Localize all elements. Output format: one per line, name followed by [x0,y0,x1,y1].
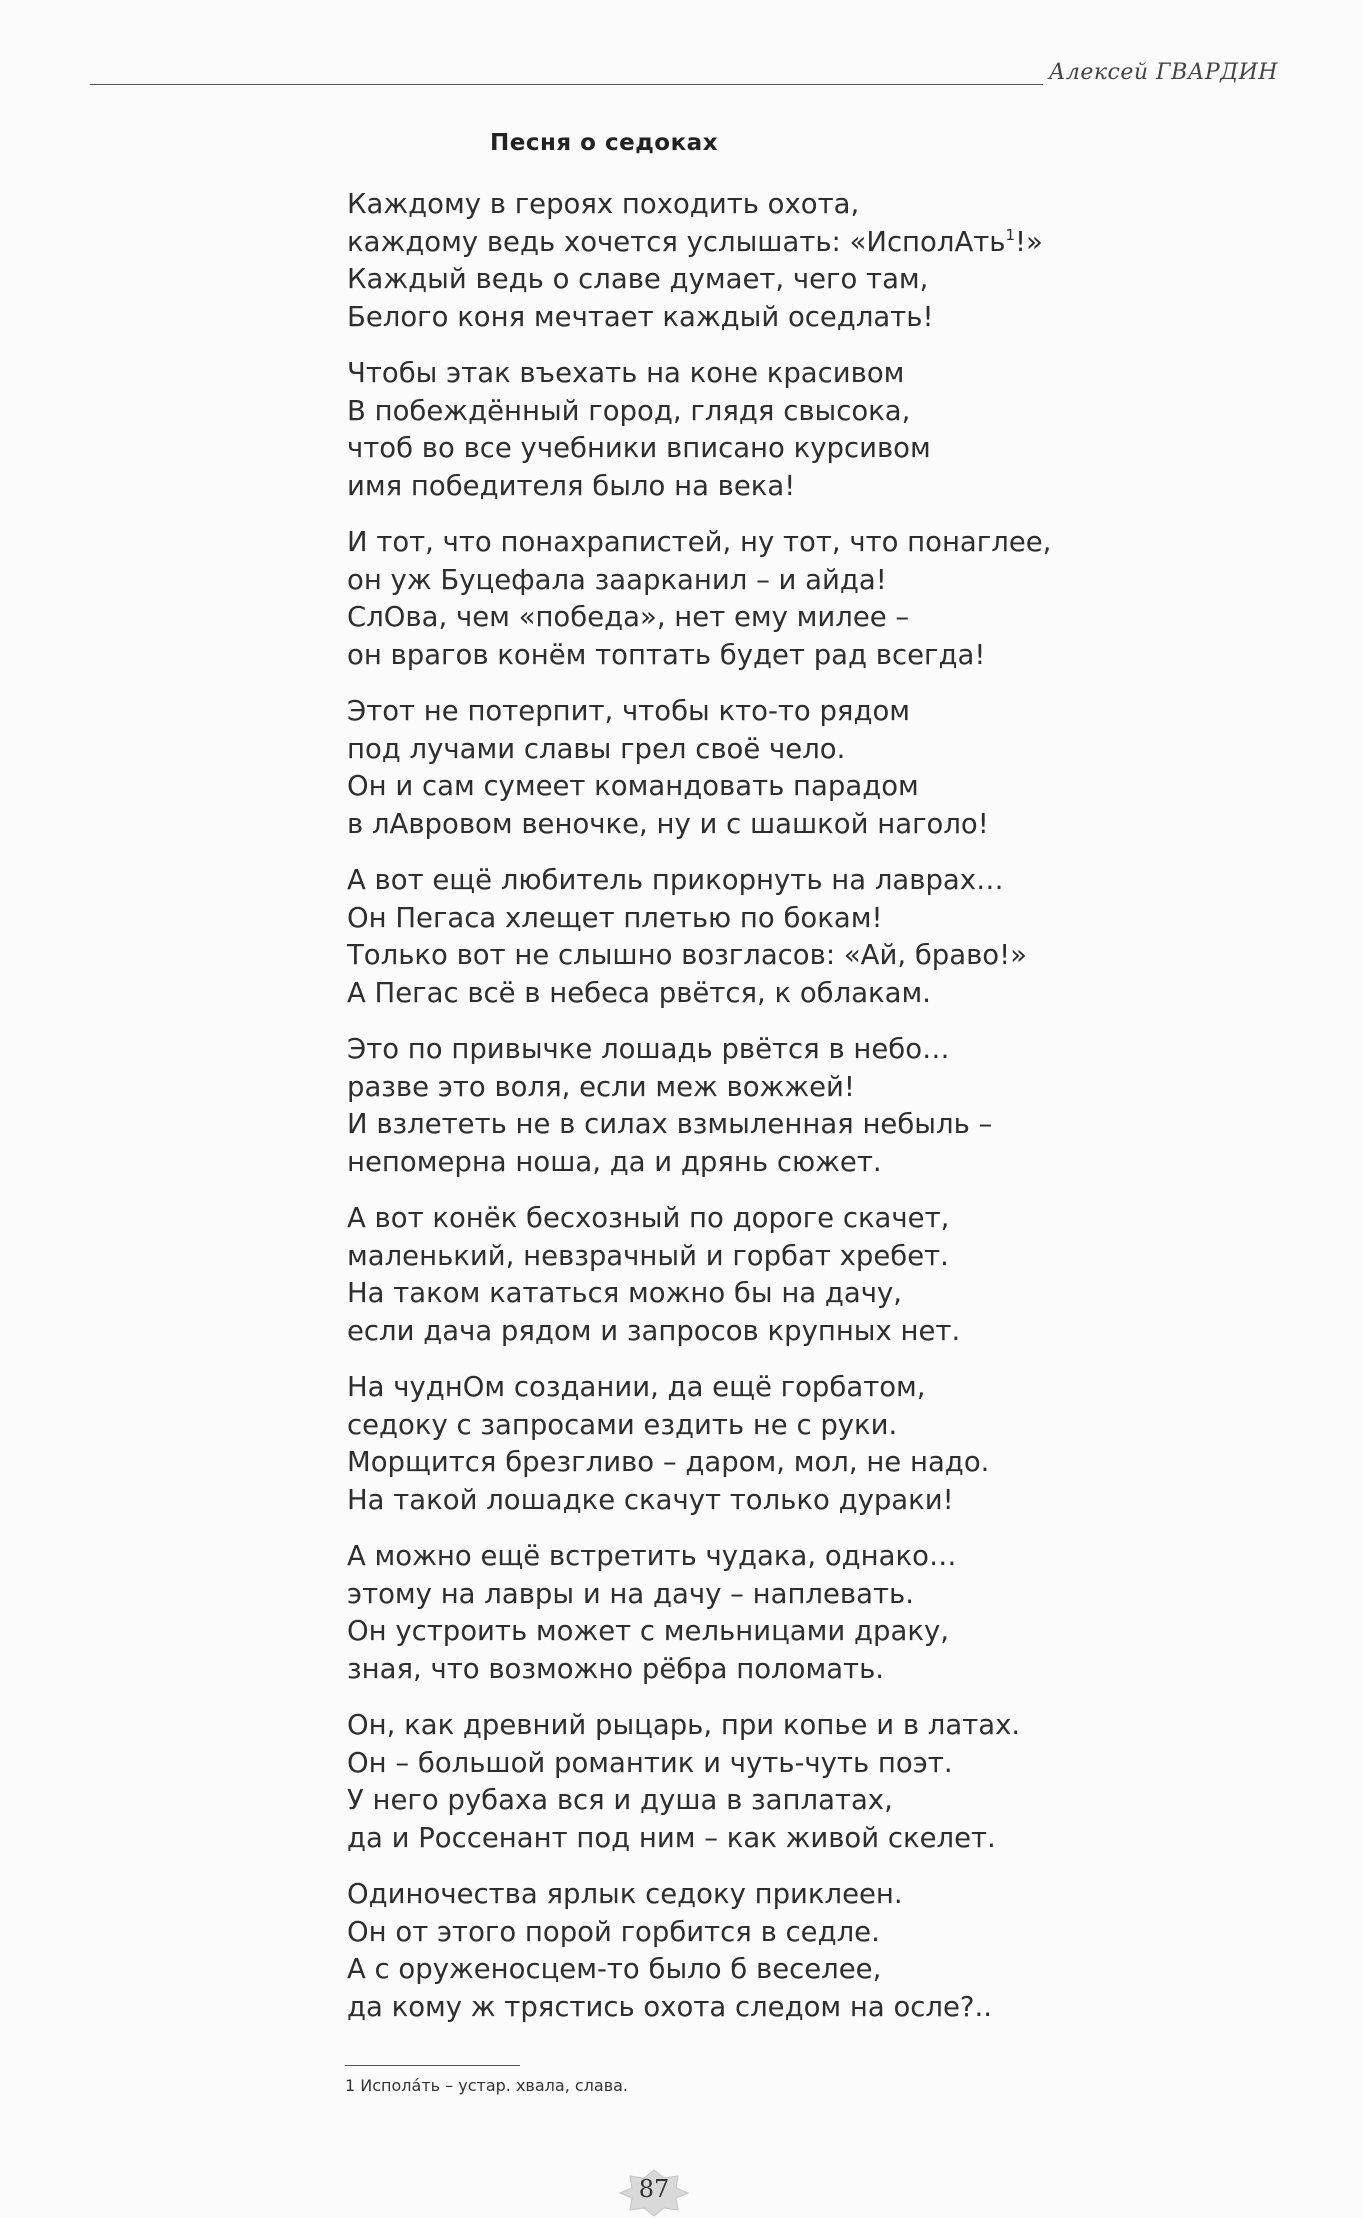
stanza [347,355,1247,505]
poem-line: разве это воля, если меж вожжей! [347,1070,855,1103]
poem-line: Одиночества ярлык седоку приклеен. [347,1878,903,1910]
stanza [347,1200,1247,1350]
poem-line: этому на лавры и на дачу – наплевать. [347,1577,914,1610]
poem-line: А можно ещё встретить чудака, однако… [347,1540,957,1572]
poem-line: Он – большой романтик и чуть-чуть поэт. [347,1746,953,1779]
poem-line: Он, как древний рыцарь, при копье и в латах. [347,1709,1021,1741]
poem-line: А с оруженосцем-то было б веселее, [347,1953,882,1985]
stanza [347,186,1247,336]
footnote-reference[interactable]: 1 [1005,225,1016,244]
poem-line: И тот, что понахрапистей, ну тот, что понаглее, [347,526,1052,558]
stanza [347,693,1247,843]
poem-line: он уж Буцефала заарканил – и айда! [347,563,887,596]
poem-line: чтоб во все учебники вписано курсивом [347,432,931,464]
poem-line: да и Россенант под ним – как живой скелет. [347,1821,996,1854]
poem-line: зная, что возможно рёбра поломать. [347,1652,885,1685]
poem-line: Он Пегаса хлещет плетью по бокам! [347,901,883,934]
poem-title: Песня о седоках [490,130,719,156]
poem-line: Этот не потерпит, чтобы кто-то рядом [347,695,911,727]
page-number: 87 [638,2175,670,2203]
stanza [347,862,1247,1012]
footnote-rule [345,2065,520,2066]
footnote: 1 Исполáть – устар. хвала, слава. [345,2076,629,2095]
poem-line: непомерна ноша, да и дрянь сюжет. [347,1145,882,1178]
poem-line: Каждый ведь о славе думает, чего там, [347,263,929,295]
poem-line: А вот конёк бесхозный по дороге скачет, [347,1202,950,1234]
poem-line: На такой лошадке скачут только дураки! [347,1483,954,1516]
poem-line: Белого коня мечтает каждый оседлать! [347,300,934,333]
poem-line: У него рубаха вся и душа в заплатах, [347,1784,893,1816]
poem-line: И взлететь не в силах взмыленная небыль – [347,1108,993,1140]
poem-line: На чуднОм создании, да ещё горбатом, [347,1371,926,1403]
poem-line: если дача рядом и запросов крупных нет. [347,1314,961,1347]
poem-line: Это по привычке лошадь рвётся в небо… [347,1033,950,1065]
stanza [347,1369,1247,1519]
poem-line: На таком кататься можно бы на дачу, [347,1277,903,1309]
poem-line: Только вот не слышно возгласов: «Ай, браво!» [347,939,1027,971]
poem-line: седоку с запросами ездить не с руки. [347,1408,898,1441]
poem-line-tail: !» [1015,225,1043,258]
poem-line: А Пегас всё в небеса рвётся, к облакам. [347,976,931,1009]
poem-line: имя победителя было на века! [347,469,796,502]
poem-line: Чтобы этак въехать на коне красивом [347,357,905,389]
poem-line: маленький, невзрачный и горбат хребет. [347,1239,949,1272]
poem-line: под лучами славы грел своё чело. [347,732,846,765]
poem-line: Он и сам сумеет командовать парадом [347,770,919,802]
poem-line: Каждому в героях походить охота, [347,188,860,220]
stanza [347,1031,1247,1181]
poem-line: да кому ж трястись охота следом на осле?.. [347,1990,992,2023]
stanza [347,1538,1247,1688]
poem-line: СлОва, чем «победа», нет ему милее – [347,601,910,633]
poem-line: А вот ещё любитель прикорнуть на лаврах… [347,864,1004,896]
poem-line: в лАвровом веночке, ну и с шашкой наголо! [347,807,989,840]
poem-line: он врагов конём топтать будет рад всегда! [347,638,986,671]
poem-line: Он устроить может с мельницами драку, [347,1615,949,1647]
stanza [347,524,1247,674]
poem-line: В побеждённый город, глядя свысока, [347,394,911,427]
stanza [347,1707,1247,1857]
running-header-author: Алексей ГВАРДИН [1043,60,1278,85]
poem-body [347,186,1247,2045]
stanza [347,1876,1247,2026]
poem-line: Морщится брезгливо – даром, мол, не надо. [347,1446,990,1478]
poem-line [347,224,1247,262]
poem-line-text: каждому ведь хочется услышать: «ИсполАть [347,225,1006,258]
poem-line: Он от этого порой горбится в седле. [347,1915,880,1948]
